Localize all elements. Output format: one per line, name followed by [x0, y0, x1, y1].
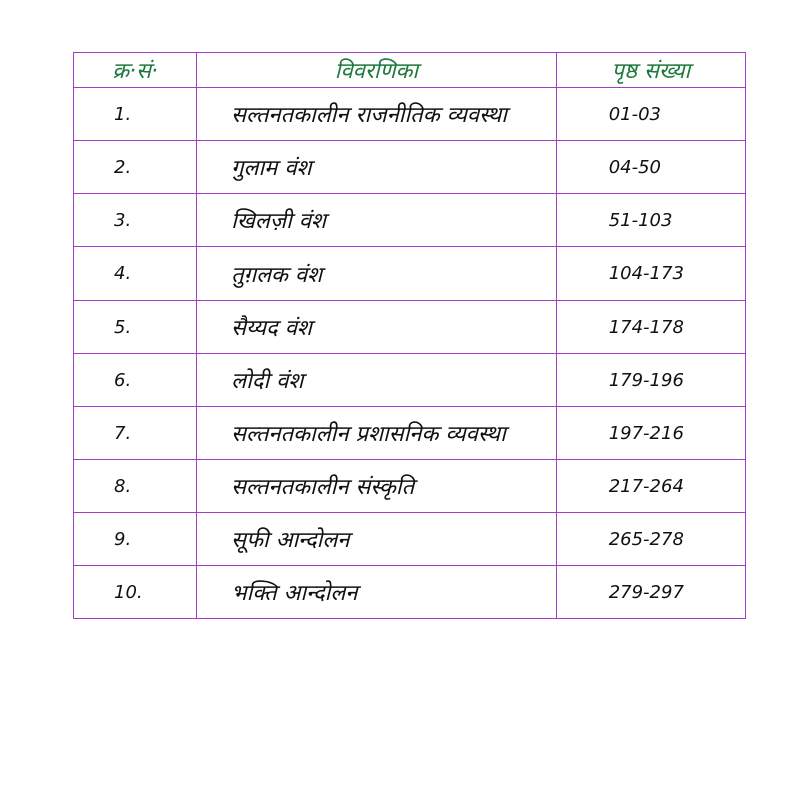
table-row	[74, 194, 746, 247]
header-serial: क्र·सं·	[74, 53, 197, 88]
row-pages: 04-50	[556, 141, 745, 194]
row-serial: 3.	[74, 194, 197, 247]
row-title: सल्तनतकालीन प्रशासनिक व्यवस्था	[197, 407, 557, 460]
table-row	[74, 88, 746, 141]
row-title: खिलज़ी वंश	[197, 194, 557, 247]
table-row	[74, 566, 746, 619]
row-serial: 1.	[74, 88, 197, 141]
header-row	[74, 53, 746, 88]
row-title: सैय्यद वंश	[197, 301, 557, 354]
header-contents: विवरणिका	[197, 53, 557, 88]
row-title: तुग़लक वंश	[197, 247, 557, 301]
table-row	[74, 247, 746, 301]
table-of-contents	[73, 52, 746, 619]
header-pages: पृष्ठ संख्या	[556, 53, 745, 88]
row-pages: 01-03	[556, 88, 745, 141]
row-title: भक्ति आन्दोलन	[197, 566, 557, 619]
table-row	[74, 513, 746, 566]
row-title: सल्तनतकालीन राजनीतिक व्यवस्था	[197, 88, 557, 141]
table-row	[74, 354, 746, 407]
table-row	[74, 141, 746, 194]
row-pages: 174-178	[556, 301, 745, 354]
row-title: गुलाम वंश	[197, 141, 557, 194]
table-row	[74, 301, 746, 354]
row-serial: 10.	[74, 566, 197, 619]
row-serial: 4.	[74, 247, 197, 301]
row-serial: 7.	[74, 407, 197, 460]
row-pages: 51-103	[556, 194, 745, 247]
row-serial: 5.	[74, 301, 197, 354]
table-row	[74, 460, 746, 513]
table-row	[74, 407, 746, 460]
row-serial: 2.	[74, 141, 197, 194]
row-pages: 265-278	[556, 513, 745, 566]
row-serial: 8.	[74, 460, 197, 513]
row-title: सल्तनतकालीन संस्कृति	[197, 460, 557, 513]
row-title: सूफी आन्दोलन	[197, 513, 557, 566]
row-pages: 179-196	[556, 354, 745, 407]
row-serial: 6.	[74, 354, 197, 407]
row-pages: 217-264	[556, 460, 745, 513]
row-pages: 104-173	[556, 247, 745, 301]
row-pages: 197-216	[556, 407, 745, 460]
row-title: लोदी वंश	[197, 354, 557, 407]
row-pages: 279-297	[556, 566, 745, 619]
row-serial: 9.	[74, 513, 197, 566]
